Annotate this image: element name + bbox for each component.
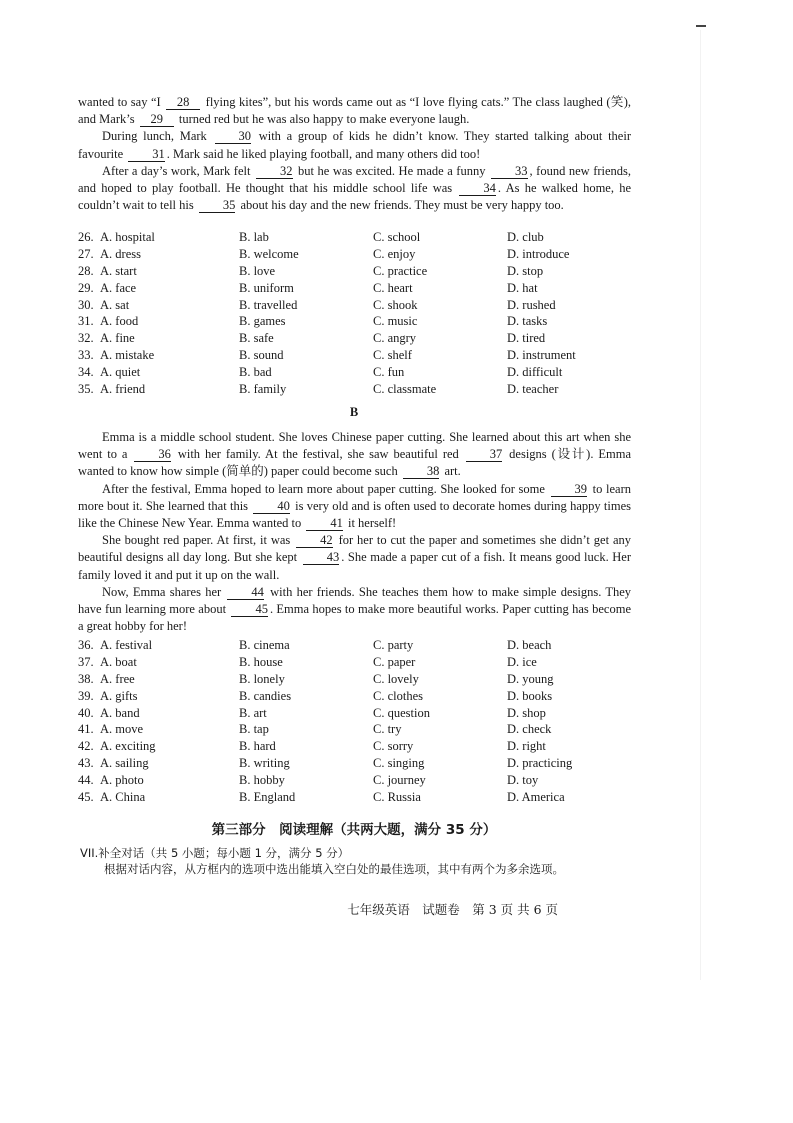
option-c[interactable]: C. party	[373, 638, 414, 652]
question-number: 40.	[78, 705, 94, 720]
text-run: After a day’s work, Mark felt	[102, 163, 251, 178]
text-run: After the festival, Emma hoped to learn more about paper cutting. She looked for some	[102, 481, 545, 496]
option-a[interactable]: A. exciting	[100, 739, 156, 754]
option-d[interactable]: D. right	[507, 739, 546, 754]
option-c[interactable]: C. classmate	[373, 382, 437, 397]
option-row	[78, 738, 638, 755]
option-b[interactable]: B. lonely	[239, 671, 285, 686]
option-a[interactable]: A. face	[100, 280, 137, 295]
option-c[interactable]: C. Russia	[373, 790, 421, 805]
blank-44[interactable]: 44	[227, 586, 264, 600]
text-run: , found new friends, and hoped to play football. He thought that his middle school life was	[78, 163, 632, 196]
text-run: to learn more bout it. She learned that this	[78, 481, 631, 513]
text-run: is very old and is often used to decorate homes during happy times like the Chinese New Year. Emma wanted to	[78, 498, 632, 531]
option-row	[78, 705, 638, 722]
text-run: with her friends. She teaches them how to make simple designs. They have fun learning more about	[78, 584, 632, 617]
passage-b-paragraph-1	[78, 429, 631, 481]
passage-b	[78, 429, 631, 635]
question-number: 43.	[78, 756, 94, 771]
option-d[interactable]: D. introduce	[507, 246, 570, 261]
passage-b-paragraph-2	[78, 481, 631, 533]
option-b[interactable]: B. tap	[239, 722, 269, 737]
text-run: it herself!	[347, 516, 397, 531]
option-row	[78, 688, 638, 705]
option-d[interactable]: D. teacher	[507, 382, 559, 397]
option-row	[78, 654, 638, 671]
blank-40[interactable]: 40	[253, 500, 290, 514]
text-run: . As he walked home, he couldn’t wait to tell his	[78, 181, 631, 213]
option-a[interactable]: A. photo	[100, 773, 144, 788]
blank-32[interactable]: 32	[256, 165, 293, 179]
option-row	[78, 789, 638, 806]
option-c[interactable]: C. music	[373, 314, 418, 329]
option-d[interactable]: D. rushed	[507, 297, 556, 312]
blank-42[interactable]: 42	[296, 534, 333, 548]
option-c[interactable]: C. shook	[373, 297, 418, 312]
option-c[interactable]: C. sorry	[373, 739, 414, 754]
option-a[interactable]: A. festival	[100, 638, 153, 652]
option-b[interactable]: B. travelled	[239, 297, 298, 312]
option-a[interactable]: A. dress	[100, 246, 141, 261]
option-a[interactable]: A. fine	[100, 331, 135, 346]
blank-33[interactable]: 33	[491, 165, 528, 179]
section-7-instruction: 根据对话内容，从方框内的选项中选出能填入空白处的最佳选项，其中有两个为多余选项。	[104, 862, 564, 876]
option-b[interactable]: B. bad	[239, 365, 272, 380]
text-run: wanted to say “I	[78, 95, 161, 109]
option-c[interactable]: C. fun	[373, 365, 405, 380]
option-row	[78, 280, 638, 297]
question-number: 41.	[78, 722, 94, 737]
scan-corner-mark	[696, 25, 706, 27]
option-c[interactable]: C. singing	[373, 756, 425, 771]
option-d[interactable]: D. club	[507, 230, 544, 244]
option-b[interactable]: B. uniform	[239, 280, 294, 295]
question-number: 33.	[78, 348, 94, 363]
option-row	[78, 637, 638, 654]
option-c[interactable]: C. angry	[373, 331, 417, 346]
question-number: 31.	[78, 314, 94, 329]
option-b[interactable]: B. writing	[239, 756, 290, 771]
option-row	[78, 671, 638, 688]
text-run: but he was excited. He made a funny	[298, 163, 486, 178]
question-number: 27.	[78, 246, 94, 261]
option-row	[78, 347, 638, 364]
question-number: 35.	[78, 382, 94, 397]
option-c[interactable]: C. clothes	[373, 688, 423, 703]
blank-45[interactable]: 45	[231, 603, 268, 617]
question-number: 36.	[78, 638, 94, 652]
option-c[interactable]: C. school	[373, 230, 421, 244]
option-d[interactable]: D. young	[507, 671, 554, 686]
option-row	[78, 721, 638, 738]
option-row	[78, 772, 638, 789]
page-footer: 七年级英语 试题卷 第 3 页 共 6 页	[347, 902, 558, 917]
option-c[interactable]: C. paper	[373, 654, 416, 669]
option-b[interactable]: B. house	[239, 654, 283, 669]
question-number: 29.	[78, 280, 94, 295]
option-d[interactable]: D. difficult	[507, 365, 563, 380]
option-b[interactable]: B. England	[239, 790, 296, 805]
question-number: 37.	[78, 654, 94, 669]
option-d[interactable]: D. check	[507, 722, 552, 737]
option-d[interactable]: D. ice	[507, 654, 537, 669]
option-c[interactable]: C. shelf	[373, 348, 412, 363]
text-run: for her to cut the paper and sometimes she didn’t get any beautiful designs all day long. But she kept	[78, 533, 631, 565]
passage-a	[78, 94, 631, 214]
option-row	[78, 297, 638, 314]
option-d[interactable]: D. shop	[507, 705, 546, 720]
option-row	[78, 313, 638, 330]
question-number: 32.	[78, 331, 94, 346]
option-row	[78, 755, 638, 772]
option-c[interactable]: C. practice	[373, 263, 428, 278]
option-a[interactable]: A. band	[100, 705, 140, 720]
text-run: with her family. At the festival, she saw beautiful red	[177, 447, 459, 462]
option-a[interactable]: A. move	[100, 722, 144, 737]
question-number: 39.	[78, 688, 94, 703]
text-run: . Mark said he liked playing football, and many others did too!	[166, 146, 481, 161]
blank-31[interactable]: 31	[128, 148, 165, 162]
option-c[interactable]: C. journey	[373, 773, 426, 788]
blank-30[interactable]: 30	[215, 130, 252, 144]
part-3-title: 第三部分 阅读理解（共两大题，满分 35 分）	[211, 822, 497, 838]
text-run: art.	[444, 464, 461, 479]
option-d[interactable]: D. tasks	[507, 314, 548, 329]
option-a[interactable]: A. mistake	[100, 348, 155, 363]
text-run: turned red but he was also happy to make everyone laugh.	[178, 112, 470, 127]
option-b[interactable]: B. hard	[239, 739, 276, 754]
question-number: 28.	[78, 263, 94, 278]
option-a[interactable]: A. food	[100, 314, 139, 329]
text-run: flying kites”, but his words came out as “I love flying cats.” The class laughed (笑), and Mark’s	[78, 95, 632, 127]
text-run: . Emma hopes to make more beautiful works. Paper cutting has become a great hobby for her!	[78, 602, 632, 634]
blank-37[interactable]: 37	[466, 448, 503, 462]
blank-35[interactable]: 35	[199, 199, 236, 213]
option-b[interactable]: B. games	[239, 314, 286, 329]
option-c[interactable]: C. enjoy	[373, 246, 416, 261]
blank-36[interactable]: 36	[134, 448, 171, 462]
option-b[interactable]: B. hobby	[239, 773, 285, 788]
option-c[interactable]: C. heart	[373, 280, 413, 295]
option-a[interactable]: A. quiet	[100, 365, 141, 380]
section-b-heading: B	[349, 405, 359, 419]
section-7-title: VII.补全对话（共 5 小题；每小题 1 分，满分 5 分）	[80, 846, 350, 860]
option-a[interactable]: A. start	[100, 263, 137, 278]
option-b[interactable]: B. candies	[239, 688, 292, 703]
passage-a-paragraph-3	[78, 163, 631, 215]
option-d[interactable]: D. practicing	[507, 756, 573, 771]
option-d[interactable]: D. beach	[507, 638, 552, 652]
option-d[interactable]: D. toy	[507, 773, 539, 788]
options-a	[78, 229, 638, 398]
option-c[interactable]: C. try	[373, 722, 402, 737]
option-b[interactable]: B. cinema	[239, 638, 290, 652]
question-number: 44.	[78, 773, 94, 788]
option-b[interactable]: B. sound	[239, 348, 284, 363]
option-a[interactable]: A. gifts	[100, 688, 138, 703]
question-number: 26.	[78, 230, 94, 244]
text-run: with a group of kids he didn’t know. They started talking about their favourite	[78, 129, 631, 161]
option-row	[78, 263, 638, 280]
option-d[interactable]: D. books	[507, 688, 553, 703]
option-b[interactable]: B. family	[239, 382, 287, 397]
option-a[interactable]: A. free	[100, 671, 135, 686]
question-number: 34.	[78, 365, 94, 380]
option-b[interactable]: B. safe	[239, 331, 274, 346]
text-run: Now, Emma shares her	[102, 584, 222, 599]
option-a[interactable]: A. boat	[100, 654, 137, 669]
question-number: 42.	[78, 739, 94, 754]
option-d[interactable]: D. instrument	[507, 348, 576, 363]
text-run: During lunch, Mark	[102, 129, 207, 144]
blank-41[interactable]: 41	[306, 517, 343, 531]
option-c[interactable]: C. question	[373, 705, 430, 720]
option-row	[78, 381, 638, 398]
option-a[interactable]: A. sailing	[100, 756, 149, 771]
text-run: Emma is a middle school student. She loves Chinese paper cutting. She learned about this art when she went to a	[78, 430, 631, 462]
option-row	[78, 330, 638, 347]
blank-38[interactable]: 38	[403, 465, 440, 479]
text-run: She bought red paper. At first, it was	[102, 533, 291, 548]
text-run: designs (设计). Emma wanted to know how simple (简单的) paper could become such	[78, 447, 632, 479]
options-b	[78, 637, 638, 806]
passage-a-paragraph-2	[78, 128, 631, 162]
option-a[interactable]: A. friend	[100, 382, 146, 397]
passage-b-paragraph-4	[78, 584, 631, 636]
option-row	[78, 246, 638, 263]
option-d[interactable]: D. tired	[507, 331, 546, 346]
option-d[interactable]: D. America	[507, 790, 565, 805]
option-b[interactable]: B. art	[239, 705, 267, 720]
option-b[interactable]: B. lab	[239, 230, 269, 244]
option-c[interactable]: C. lovely	[373, 671, 419, 686]
blank-29[interactable]: 29	[140, 113, 174, 127]
blank-28[interactable]: 28	[166, 96, 200, 110]
option-d[interactable]: D. hat	[507, 280, 538, 295]
text-run: . She made a paper cut of a fish. It means good luck. Her family loved it and put it up on the wall.	[78, 550, 632, 582]
option-a[interactable]: A. sat	[100, 297, 130, 312]
option-a[interactable]: A. China	[100, 790, 146, 805]
question-number: 30.	[78, 297, 94, 312]
option-row	[78, 229, 638, 246]
option-b[interactable]: B. welcome	[239, 246, 299, 261]
question-number: 45.	[78, 790, 94, 805]
option-b[interactable]: B. love	[239, 263, 276, 278]
blank-34[interactable]: 34	[459, 182, 496, 196]
text-run: about his day and the new friends. They must be very happy too.	[240, 198, 564, 213]
passage-b-paragraph-3	[78, 532, 631, 584]
passage-a-paragraph-1	[78, 94, 631, 128]
blank-39[interactable]: 39	[551, 483, 588, 497]
question-number: 38.	[78, 671, 94, 686]
option-d[interactable]: D. stop	[507, 263, 544, 278]
option-a[interactable]: A. hospital	[100, 230, 155, 244]
blank-43[interactable]: 43	[303, 551, 340, 565]
option-row	[78, 364, 638, 381]
